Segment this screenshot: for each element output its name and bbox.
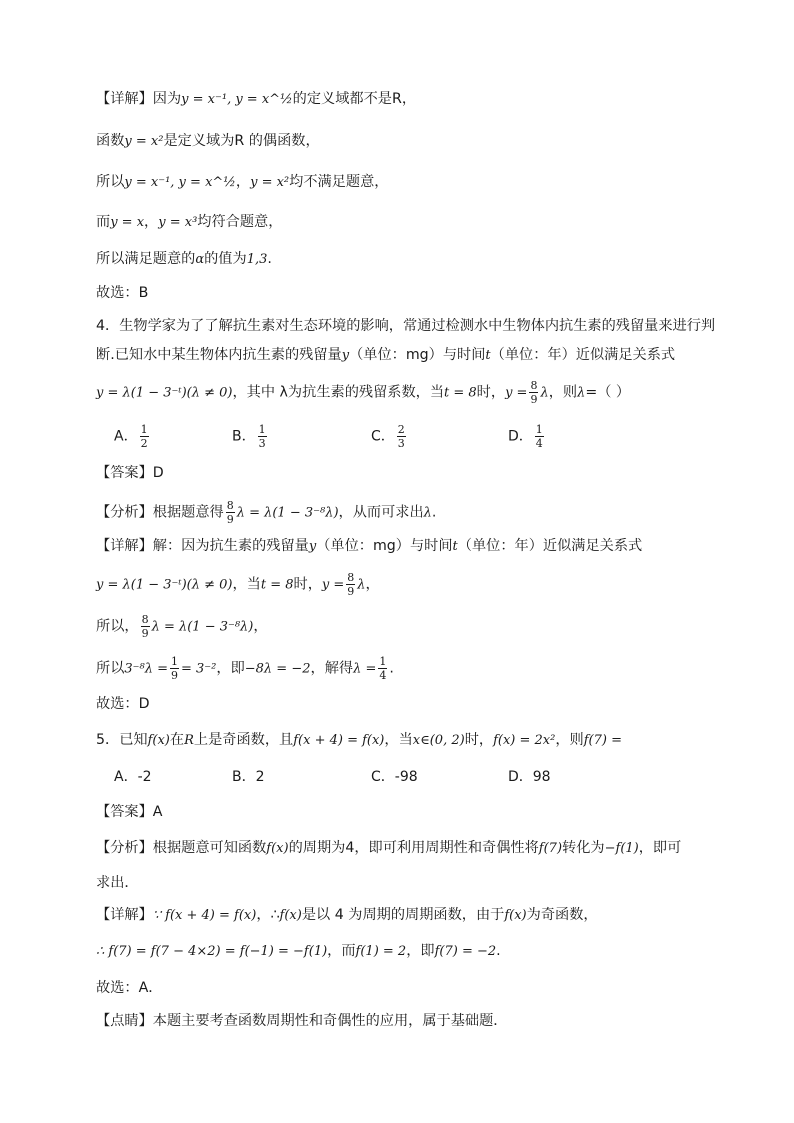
q4-option-a: A． $\frac{1}{2}$ <box>114 423 148 450</box>
q3-detail-line-1: 【详解】因为y = x⁻¹, y = x^½的定义域都不是R， <box>96 91 417 107</box>
q5-detail-line-1: 【详解】∵ f(x + 4) = f(x)，∴f(x)是以 4 为周期的周期函数，由于f(x)为奇函数， <box>96 907 598 923</box>
math: y = x <box>110 215 145 230</box>
q5-option-a: A．-2 <box>114 769 152 785</box>
q4-answer: 【答案】D <box>96 465 164 481</box>
math: y = x³ <box>158 215 198 230</box>
math: y = x⁻¹, y = x^½ <box>124 175 236 190</box>
q5-option-d: D．98 <box>508 769 551 785</box>
math: y = x² <box>250 175 290 190</box>
math: α <box>195 252 205 267</box>
q4-option-d: D． $\frac{1}{4}$ <box>508 423 543 450</box>
q5-analysis-line-1: 【分析】根据题意可知函数f(x)的周期为4，即可利用周期性和奇偶性将f(7)转化为−f(1)，即可 <box>96 840 682 856</box>
q4-choose: 故选：D <box>96 696 150 712</box>
q5-choose: 故选：A． <box>96 980 163 996</box>
math: 1,3 <box>246 252 268 267</box>
math: y = x⁻¹, y = x^½ <box>181 92 293 107</box>
q4-detail-line-4: 所以3⁻⁸λ = $\frac{1}{9}$ = 3⁻²，即−8λ = −2，解得λ = $\frac{1}{4}$ . <box>96 655 394 682</box>
q4-option-b: B． $\frac{1}{3}$ <box>232 423 266 450</box>
q5-detail-line-2: ∴ f(7) = f(7 − 4×2) = f(−1) = −f(1)，而f(1) = 2，即f(7) = −2. <box>96 943 501 959</box>
math: y = x² <box>124 134 164 149</box>
q5-stem: 5．已知f(x)在R上是奇函数，且f(x + 4) = f(x)，当x∈(0, 2)时，f(x) = 2x²，则f(7) = <box>96 732 622 748</box>
q4-detail-line-1: 【详解】解：因为抗生素的残留量y（单位：mg）与时间t（单位：年）近似满足关系式 <box>96 538 643 554</box>
q4-stem-line-3: y = λ(1 − 3⁻ᵗ)(λ ≠ 0)，其中 λ为抗生素的残留系数，当t = 8时，y = $\frac{8}{9}$ λ，则λ=（ ） <box>96 379 631 406</box>
q3-detail-line-3: 所以y = x⁻¹, y = x^½，y = x²均不满足题意， <box>96 174 389 190</box>
q4-detail-line-2: y = λ(1 − 3⁻ᵗ)(λ ≠ 0)，当t = 8时，y = $\frac{8}{9}$ λ， <box>96 571 380 598</box>
q4-stem-line-1: 4．生物学家为了了解抗生素对生态环境的影响，常通过检测水中生物体内抗生素的残留量来进行判 <box>96 318 716 334</box>
q5-comment: 【点睛】本题主要考查函数周期性和奇偶性的应用，属于基础题． <box>96 1013 508 1029</box>
q3-detail-line-2: 函数y = x²是定义域为R 的偶函数， <box>96 133 320 149</box>
q3-choose: 故选：B <box>96 285 149 301</box>
q4-detail-line-3: 所以， $\frac{8}{9}$ λ = λ(1 − 3⁻⁸λ)， <box>96 613 268 640</box>
fraction: $\frac{8}{9}$ <box>530 379 538 406</box>
q5-analysis-line-2: 求出． <box>96 875 139 891</box>
detail-tag: 【详解】 <box>96 91 153 107</box>
q3-detail-line-5: 所以满足题意的α的值为1,3. <box>96 251 272 267</box>
q5-option-c: C．-98 <box>371 769 418 785</box>
q3-detail-line-4: 而y = x，y = x³均符合题意， <box>96 214 283 230</box>
q5-answer: 【答案】A <box>96 804 163 820</box>
q4-stem-line-2: 断.已知水中某生物体内抗生素的残留量y（单位：mg）与时间t（单位：年）近似满足关系式 <box>96 347 676 363</box>
q4-analysis: 【分析】根据题意得 $\frac{8}{9}$ λ = λ(1 − 3⁻⁸λ)，从而可求出λ. <box>96 499 437 526</box>
q4-option-c: C． $\frac{2}{3}$ <box>371 423 405 450</box>
q5-option-b: B．2 <box>232 769 265 785</box>
